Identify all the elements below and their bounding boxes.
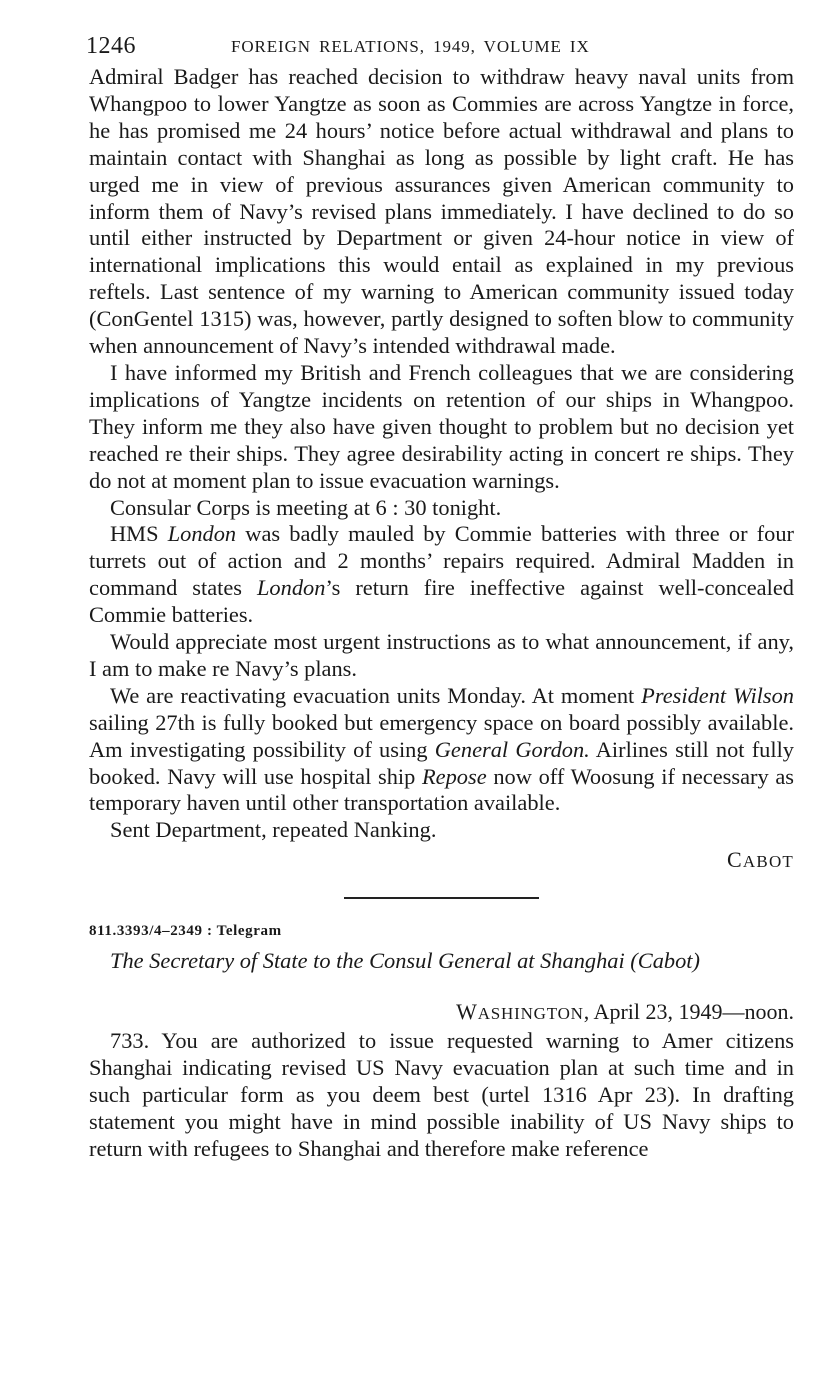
text-run: Airlines still not fully booked. Navy will use hospital ship: [89, 736, 794, 789]
text-run: Admiral Badger has reached decision to withdraw heavy naval units from Whangpoo to lower Yangtze as soon as Commies are across Yangtze in force, he has promised me 24 hours’ notice before actual withdrawal and plans to maintain contact with Shanghai as long as possible by light craft. He has urged me in view of previous assurances given American community to inform them of Navy’s revised plans immediately. I have declined to do so until either instructed by Department or given 24-hour notice in view of international implications this would entail as explained in my previous reftels. Last sentence of my warning to American community issued today (ConGentel 1315) was, however, partly designed to soften blow to community when announcement of Navy’s intended withdrawal made.: [89, 64, 794, 359]
body-paragraph: [89, 629, 794, 683]
instruction-paragraph: 733. You are authorized to issue requested warning to Amer citizens Shanghai indicating revised US Navy evacuation plan at such time and in such particular form as you deem best (urtel 1316 Apr 23). In drafting statement you might have in mind possible inability of US Navy ships to return with refugees to Shanghai and therefore make reference: [89, 1028, 794, 1161]
page-number: 1246: [86, 33, 136, 59]
body-paragraph: [89, 360, 794, 495]
text-run: I have informed my British and French colleagues that we are considering implications of Yangtze incidents on retention of our ships in Whangpoo. They inform me they also have given thought to problem but no decision yet reached re their ships. They agree desirability acting in concert re ships. They do not at moment plan to issue evacuation warnings.: [89, 359, 794, 493]
ship-name: President Wilson: [641, 682, 794, 708]
text-run: HMS: [110, 521, 168, 547]
running-title: FOREIGN RELATIONS, 1949, VOLUME IX: [231, 37, 590, 56]
ship-name: London: [256, 575, 326, 601]
running-header: [86, 30, 794, 64]
ship-name: London: [167, 521, 237, 547]
body-paragraph: [89, 683, 794, 818]
body-paragraph: [89, 495, 794, 522]
text-run: ’s return fire ineffective against well-concealed Commie batteries.: [89, 575, 794, 628]
body-paragraph: [89, 64, 794, 360]
telegram-body: [89, 64, 794, 844]
text-run: sailing 27th is fully booked but emergency space on board possibly available. Am investigating possibility of using: [89, 709, 794, 762]
document-page: [86, 30, 794, 1163]
body-paragraph: [89, 817, 794, 844]
dateline: WASHINGTON, April 23, 1949—noon.: [456, 999, 794, 1025]
ship-name: Repose: [422, 763, 487, 789]
section-divider: [344, 897, 539, 899]
body-paragraph: [89, 521, 794, 629]
signature: CABOT: [727, 847, 794, 873]
text-run: Sent Department, repeated Nanking.: [110, 817, 437, 843]
text-run: now off Woosung if necessary as temporary haven until other transportation available.: [89, 763, 794, 816]
text-run: We are reactivating evacuation units Monday. At moment: [110, 682, 642, 708]
ship-name: General Gordon.: [434, 736, 590, 762]
document-title: The Secretary of State to the Consul General at Shanghai (Cabot): [110, 948, 700, 974]
file-reference: 811.3393/4–2349 : Telegram: [89, 923, 282, 940]
text-run: Would appreciate most urgent instructions as to what announcement, if any, I am to make re Navy’s plans.: [89, 629, 794, 681]
text-run: Consular Corps is meeting at 6 : 30 tonight.: [110, 494, 502, 520]
text-run: was badly mauled by Commie batteries with three or four turrets out of action and 2 months’ repairs required. Admiral Madden in command states: [89, 521, 794, 601]
